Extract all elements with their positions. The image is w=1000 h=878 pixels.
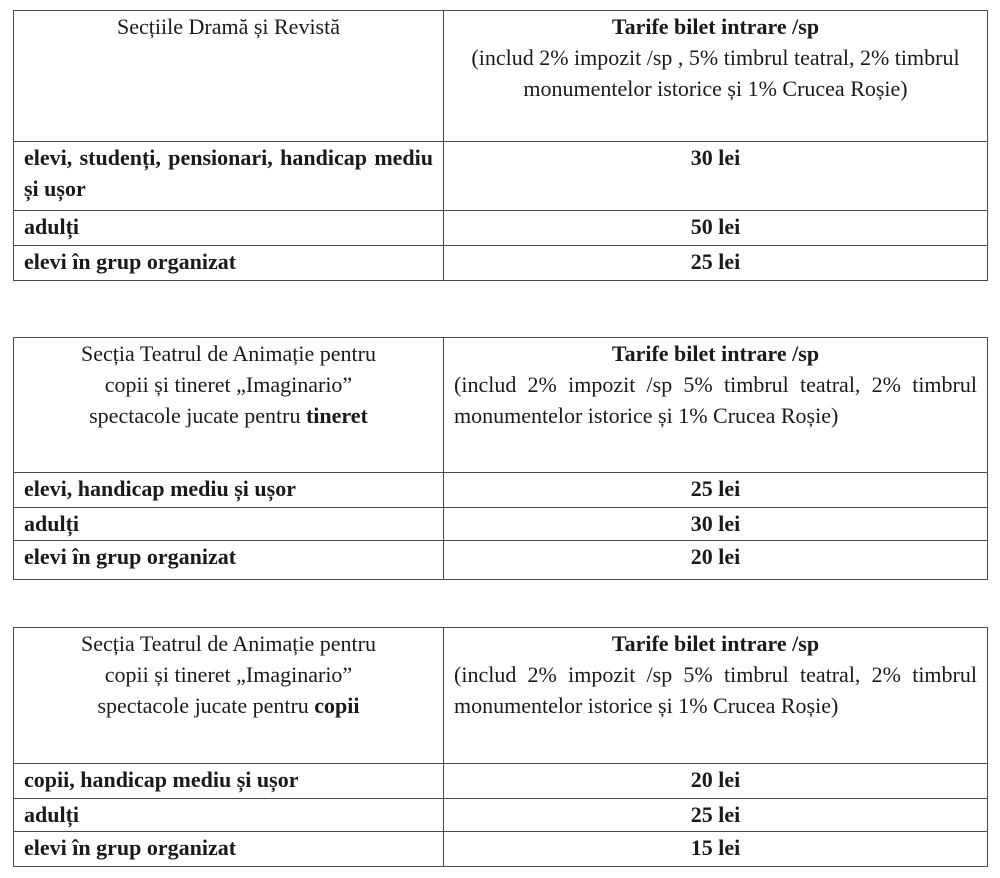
table-row [14, 764, 988, 799]
category-cell: elevi, handicap mediu și ușor [14, 473, 444, 508]
category-cell: adulți [14, 508, 444, 541]
section-title-cell [14, 338, 444, 473]
table-row [14, 211, 988, 246]
section-title-line: copii și tineret „Imaginario” [104, 662, 353, 687]
price-table-children [13, 627, 988, 867]
section-title-line: Secția Teatrul de Animație pentru [81, 631, 376, 656]
fee-title: Tarife bilet intrare /sp [611, 631, 820, 656]
price-cell: 30 lei [444, 508, 988, 541]
price-cell: 25 lei [444, 246, 988, 281]
price-cell: 30 lei [444, 142, 988, 211]
section-title-cell [14, 628, 444, 764]
price-table-youth [13, 337, 988, 580]
fee-header-cell [444, 628, 988, 764]
section-title-cell [14, 11, 444, 142]
category-cell: elevi în grup organizat [14, 246, 444, 281]
section-title-line: Secția Teatrul de Animație pentru [81, 341, 376, 366]
table-row [14, 246, 988, 281]
fee-note: (includ 2% impozit /sp , 5% timbrul teatral, 2% timbrul monumentelor istorice și 1% Crucea Roșie) [471, 45, 960, 101]
price-cell: 50 lei [444, 211, 988, 246]
table-row [14, 799, 988, 832]
table-row [14, 541, 988, 580]
category-cell: copii, handicap mediu și ușor [14, 764, 444, 799]
fee-header-cell [444, 338, 988, 473]
section-title-line: copii și tineret „Imaginario” [104, 372, 353, 397]
table-row [14, 142, 988, 211]
fee-header-cell [444, 11, 988, 142]
price-cell: 25 lei [444, 799, 988, 832]
price-cell: 15 lei [444, 832, 988, 867]
fee-title: Tarife bilet intrare /sp [611, 341, 820, 366]
section-audience: tineret [305, 403, 368, 428]
price-cell: 20 lei [444, 541, 988, 580]
fee-title: Tarife bilet intrare /sp [611, 14, 820, 39]
section-title: Secțiile Dramă și Revistă [117, 14, 340, 39]
price-cell: 25 lei [444, 473, 988, 508]
category-cell: adulți [14, 799, 444, 832]
category-cell: elevi în grup organizat [14, 541, 444, 580]
category-cell: adulți [14, 211, 444, 246]
section-title-line: spectacole jucate pentru [97, 693, 315, 718]
table-header-row [14, 628, 988, 764]
price-cell: 20 lei [444, 764, 988, 799]
section-audience: copii [314, 693, 360, 718]
category-cell: elevi, studenți, pensionari, handicap mediu și ușor [14, 142, 444, 211]
fee-note: (includ 2% impozit /sp 5% timbrul teatral, 2% timbrul monumentelor istorice și 1% Crucea Roșie) [454, 662, 977, 718]
price-table-drama [13, 10, 988, 281]
section-title-line: spectacole jucate pentru [89, 403, 306, 428]
table-row [14, 508, 988, 541]
table-row [14, 832, 988, 867]
table-header-row [14, 338, 988, 473]
table-header-row [14, 11, 988, 142]
table-row [14, 473, 988, 508]
category-cell: elevi în grup organizat [14, 832, 444, 867]
fee-note: (includ 2% impozit /sp 5% timbrul teatral, 2% timbrul monumentelor istorice și 1% Crucea Roșie) [454, 372, 977, 428]
